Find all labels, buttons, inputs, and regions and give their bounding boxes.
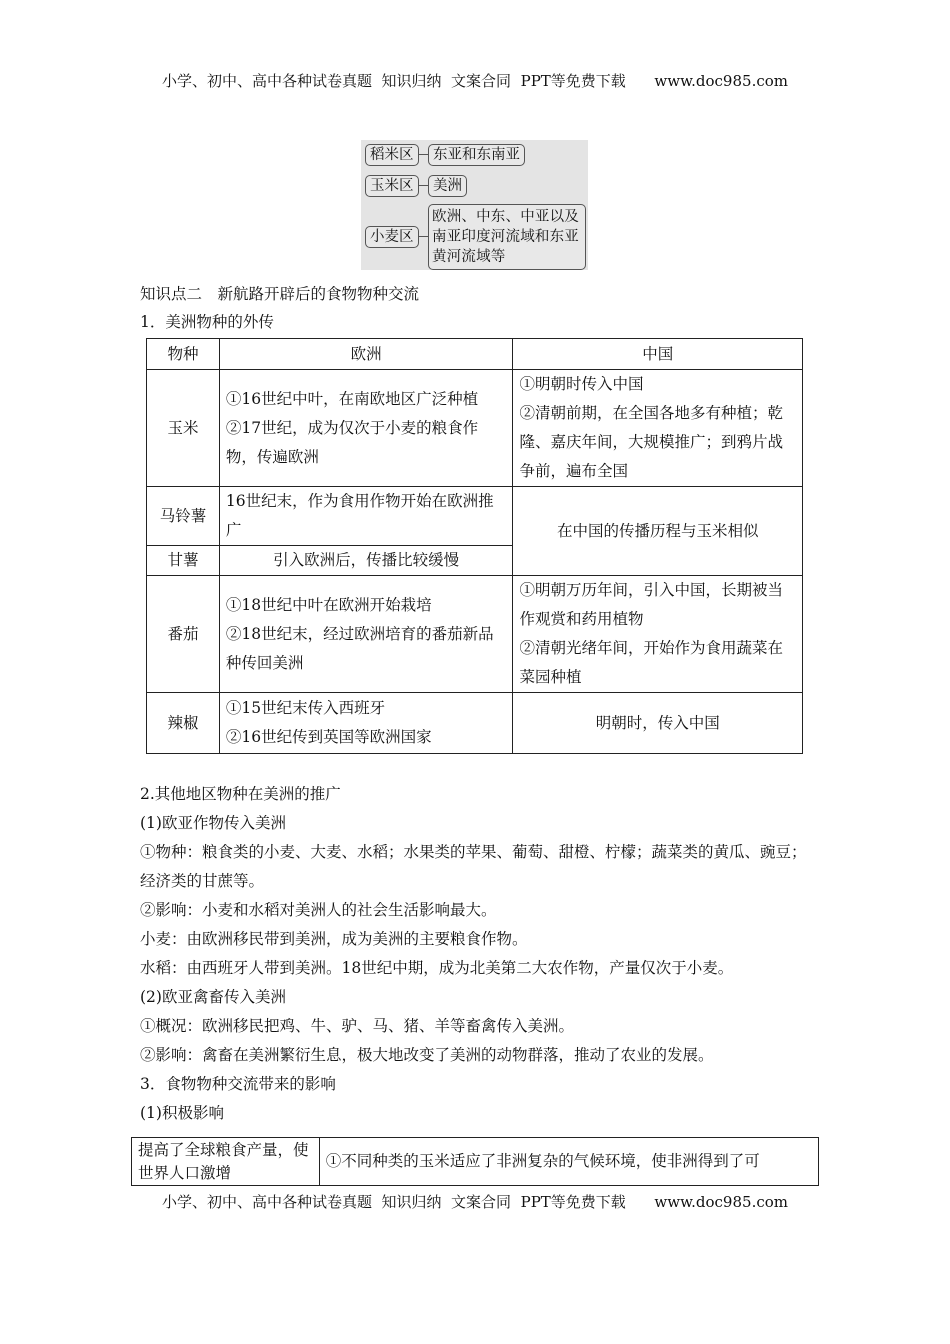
species-pepper: 辣椒 bbox=[147, 693, 220, 754]
potato-europe: 16世纪末，作为食用作物开始在欧洲推广 bbox=[219, 487, 513, 546]
cell-line: ①明朝时传入中国 bbox=[519, 375, 644, 393]
pepper-europe bbox=[219, 693, 513, 754]
table-header: 物种 bbox=[147, 339, 220, 370]
species-corn: 玉米 bbox=[147, 370, 220, 487]
wheat-region-label: 小麦区 bbox=[365, 226, 419, 248]
sweet-potato-europe: 引入欧洲后，传播比较缓慢 bbox=[219, 546, 513, 576]
corn-china bbox=[513, 370, 803, 487]
paragraph: 3．食物物种交流带来的影响 bbox=[140, 1075, 336, 1093]
cell-line: ②16世纪传到英国等欧洲国家 bbox=[225, 728, 432, 746]
page-header: 小学、初中、高中各种试卷真题 知识归纳 文案合同 PPT等免费下载 www.doc985.com bbox=[161, 72, 788, 90]
tomato-china bbox=[513, 576, 803, 693]
paragraph: 小麦：由欧洲移民带到美洲，成为美洲的主要粮食作物。 bbox=[140, 930, 528, 948]
potato-china: 在中国的传播历程与玉米相似 bbox=[513, 487, 803, 576]
cell-line: ②17世纪，成为仅次于小麦的粮食作物，传遍欧洲 bbox=[225, 418, 479, 466]
cell-line: ②清朝光绪年间，开始作为食用蔬菜在菜园种植 bbox=[519, 639, 783, 686]
species-table bbox=[146, 338, 803, 754]
paragraph: (1)欧亚作物传入美洲 bbox=[140, 814, 286, 832]
subsection-1: 1．美洲物种的外传 bbox=[140, 313, 274, 331]
cell-line: ①15世纪末传入西班牙 bbox=[225, 699, 386, 717]
species-sweet-potato: 甘薯 bbox=[147, 546, 220, 576]
corn-region-label: 玉米区 bbox=[365, 175, 419, 197]
paragraph: ②影响：禽畜在美洲繁衍生息，极大地改变了美洲的动物群落，推动了农业的发展。 bbox=[140, 1046, 714, 1064]
corn-europe bbox=[219, 370, 513, 487]
cell-line: ①16世纪中叶，在南欧地区广泛种植 bbox=[225, 389, 479, 408]
wheat-line-3: 黄河流域等 bbox=[432, 249, 506, 265]
paragraph: ①物种：粮食类的小麦、大麦、水稻；水果类的苹果、葡萄、甜橙、柠檬；蔬菜类的黄瓜、豌豆；经济类的甘蔗等。 bbox=[140, 843, 807, 890]
cell-line: ②清朝前期，在全国各地多有种植；乾隆、嘉庆年间，大规模推广；到鸦片战争前，遍布全国 bbox=[519, 404, 783, 480]
paragraph: ②影响：小麦和水稻对美洲人的社会生活影响最大。 bbox=[140, 901, 497, 919]
paragraph: ①概况：欧洲移民把鸡、牛、驴、马、猪、羊等畜禽传入美洲。 bbox=[140, 1017, 575, 1035]
rice-region-value: 东亚和东南亚 bbox=[428, 144, 525, 166]
wheat-line-1: 欧洲、中东、中亚以及 bbox=[432, 209, 579, 225]
corn-region-value: 美洲 bbox=[428, 175, 467, 197]
table-header: 中国 bbox=[513, 339, 803, 370]
impact-left: 提高了全球粮食产量，使世界人口激增 bbox=[132, 1138, 320, 1186]
paragraph: 水稻：由西班牙人带到美洲。18世纪中期，成为北美第二大农作物，产量仅次于小麦。 bbox=[140, 959, 734, 977]
cell-line: ②18世纪末，经过欧洲培育的番茄新品种传回美洲 bbox=[225, 624, 494, 672]
rice-region-label: 稻米区 bbox=[365, 144, 419, 166]
impact-right: ①不同种类的玉米适应了非洲复杂的气候环境，使非洲得到了可 bbox=[319, 1138, 818, 1186]
species-potato: 马铃薯 bbox=[147, 487, 220, 546]
cell-line: ①明朝万历年间，引入中国，长期被当作观赏和药用植物 bbox=[519, 581, 783, 628]
paragraph: (2)欧亚禽畜传入美洲 bbox=[140, 988, 286, 1006]
wheat-region-value bbox=[428, 204, 586, 270]
impact-table bbox=[131, 1137, 819, 1186]
paragraph: (1)积极影响 bbox=[140, 1104, 224, 1122]
page-footer: 小学、初中、高中各种试卷真题 知识归纳 文案合同 PPT等免费下载 www.doc985.com bbox=[161, 1193, 788, 1211]
cell-line: ①18世纪中叶在欧洲开始栽培 bbox=[225, 595, 432, 614]
table-header: 欧洲 bbox=[219, 339, 513, 370]
section-title: 知识点二 新航路开辟后的食物物种交流 bbox=[140, 285, 420, 303]
crop-region-diagram bbox=[361, 140, 588, 270]
subsection-2: 2.其他地区物种在美洲的推广 bbox=[140, 785, 341, 803]
tomato-europe bbox=[219, 576, 513, 693]
body-text bbox=[140, 809, 810, 1128]
species-tomato: 番茄 bbox=[147, 576, 220, 693]
wheat-line-2: 南亚印度河流域和东亚 bbox=[432, 229, 579, 245]
pepper-china: 明朝时，传入中国 bbox=[513, 693, 803, 754]
